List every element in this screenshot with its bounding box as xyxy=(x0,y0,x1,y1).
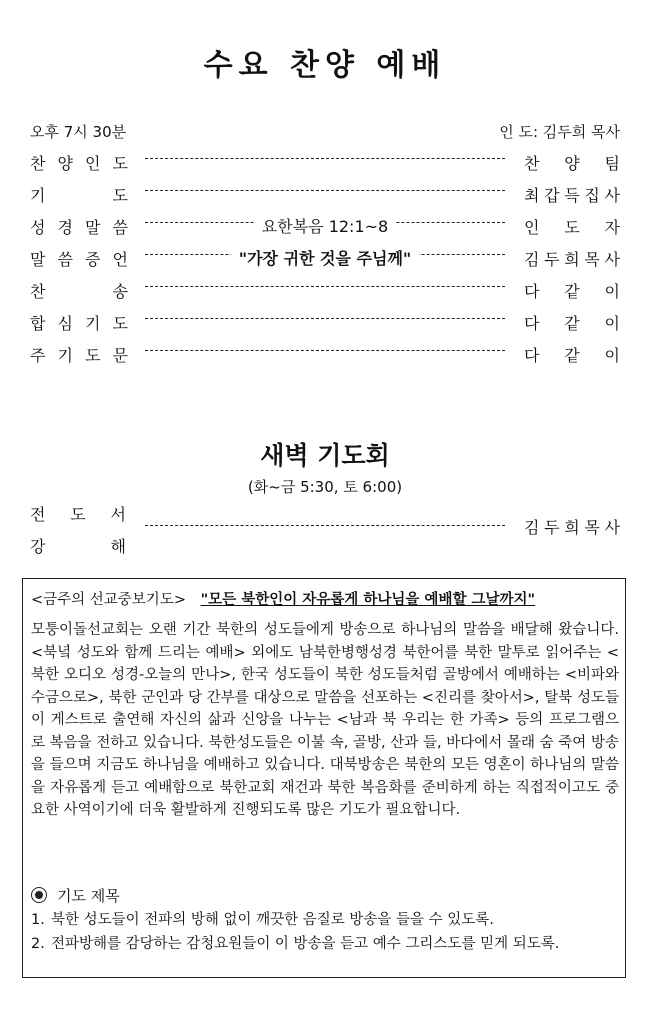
order-person-char: 두 xyxy=(544,250,560,269)
order-person xyxy=(524,311,620,334)
order-row xyxy=(30,340,620,372)
order-label-char: 말 xyxy=(30,250,46,269)
prayer-topics-title xyxy=(31,885,120,906)
order-label-char: 인 xyxy=(85,154,101,173)
order-person-char: 팀 xyxy=(604,154,620,173)
dawn-speaker-char: 희 xyxy=(564,518,580,537)
order-label-char: 기 xyxy=(85,314,101,333)
dawn-label-char: 전 xyxy=(30,505,46,524)
order-person xyxy=(524,151,620,174)
order-row xyxy=(30,276,620,308)
order-label-char: 도 xyxy=(112,314,128,333)
order-person-char: 도 xyxy=(564,218,580,237)
service-info xyxy=(30,121,620,143)
order-label-char: 주 xyxy=(30,346,46,365)
order-label xyxy=(30,343,128,366)
dawn-speaker-char: 두 xyxy=(544,518,560,537)
mission-header xyxy=(31,588,621,609)
dawn-divider xyxy=(145,525,505,526)
dawn-label-char: 해 xyxy=(110,537,126,556)
mission-body: 모퉁이돌선교회는 오랜 기간 북한의 성도들에게 방송으로 하나님의 말씀을 배달해 왔습니다. <북녘 성도와 함께 드리는 예배> 외에도 남북한병행성경 북한어를 북한 말투로 읽어주는 <북한 오디오 성경-오늘의 만나>, 한국 성도들이 북한 성도들처럼 골방에서 예배하는 <비파와 수금으로>, 북한 군인과 당 간부를 대상으로 말씀을 선포하는 <진리를 찾아서>, 탈북 성도들이 게스트로 출연해 자신의 삶과 신앙을 나누는 <남과 북 우리는 한 가족> 등의 프로그램으로 복음을 전하고 있습니다. 북한성도들은 이불 속, 골방, 산과 들, 바다에서 몰래 숨 죽여 방송을 들으며 지금도 하나님을 예배하고 있습니다. 대북방송은 북한의 모든 영혼이 하나님의 말씀을 자유롭게 듣고 예배함으로 북한교회 재건과 북한 복음화를 준비하게 하는 직접적이고도 중요한 사역이기에 더욱 활발하게 진행되도록 많은 기도가 필요합니다. xyxy=(31,622,619,818)
prayer-topics-list xyxy=(31,909,619,957)
order-label-char: 문 xyxy=(112,346,128,365)
order-person-char: 최 xyxy=(524,186,540,205)
order-label-char: 성 xyxy=(30,218,46,237)
order-divider xyxy=(145,318,505,319)
order-label xyxy=(30,183,128,206)
order-row xyxy=(30,244,620,276)
radio-bullet-icon xyxy=(31,887,47,903)
order-person-char: 다 xyxy=(524,314,540,333)
order-detail xyxy=(145,246,505,269)
dawn-label-char: 서 xyxy=(110,505,126,524)
order-label xyxy=(30,247,128,270)
order-label-char: 찬 xyxy=(30,154,46,173)
service-leader: 인 도: 김두희 목사 xyxy=(499,123,620,141)
order-person xyxy=(524,215,620,238)
order-label-char: 도 xyxy=(112,154,128,173)
order-divider xyxy=(145,350,505,351)
order-person-char: 같 xyxy=(564,282,580,301)
order-label-char: 송 xyxy=(112,282,128,301)
prayer-topic-number: 1. xyxy=(31,912,45,928)
prayer-topic-text: 북한 성도들이 전파의 방해 없이 깨끗한 음질로 방송을 들을 수 있도록. xyxy=(51,912,494,928)
service-time: 오후 7시 30분 xyxy=(30,123,127,141)
page-title: 수요 찬양 예배 xyxy=(203,48,447,83)
order-person-char: 득 xyxy=(564,186,580,205)
dawn-speaker-char: 목 xyxy=(584,518,600,537)
order-person-char: 인 xyxy=(524,218,540,237)
order-label-char: 찬 xyxy=(30,282,46,301)
dawn-prayer-title: 새벽 기도회 xyxy=(260,441,390,470)
order-person-char: 찬 xyxy=(524,154,540,173)
prayer-topic-item xyxy=(31,909,619,931)
order-label-char: 도 xyxy=(85,346,101,365)
order-label xyxy=(30,311,128,334)
order-label-char: 씀 xyxy=(112,218,128,237)
order-row xyxy=(30,308,620,340)
order-label-char: 양 xyxy=(57,154,73,173)
order-person-char: 목 xyxy=(584,250,600,269)
order-label-char: 언 xyxy=(112,250,128,269)
dawn-speaker-char: 김 xyxy=(524,518,540,537)
order-divider xyxy=(145,190,505,191)
order-person xyxy=(524,183,620,206)
dawn-label-book xyxy=(30,502,126,525)
prayer-topics-label: 기도 제목 xyxy=(57,887,120,905)
order-person-char: 사 xyxy=(604,186,620,205)
order-person-char: 김 xyxy=(524,250,540,269)
order-person-char: 이 xyxy=(604,282,620,301)
order-label xyxy=(30,215,128,238)
order-row xyxy=(30,212,620,244)
order-divider xyxy=(145,286,505,287)
order-row xyxy=(30,148,620,180)
prayer-topic-number: 2. xyxy=(31,936,45,952)
dawn-speaker-char: 사 xyxy=(604,518,620,537)
mission-headline: "모든 북한인이 자유롭게 하나님을 예배할 그날까지" xyxy=(200,592,536,608)
order-person-char: 이 xyxy=(604,346,620,365)
order-label-char: 경 xyxy=(57,218,73,237)
prayer-topic-item xyxy=(31,933,619,955)
order-detail xyxy=(145,214,505,237)
mission-box xyxy=(22,578,626,978)
order-person-char: 다 xyxy=(524,346,540,365)
order-person-char: 희 xyxy=(564,250,580,269)
dawn-label-char: 도 xyxy=(70,505,86,524)
order-detail-text: "가장 귀한 것을 주님께" xyxy=(231,249,420,268)
mission-heading: <금주의 선교중보기도> xyxy=(31,592,186,608)
order-person-char: 이 xyxy=(604,314,620,333)
order-person xyxy=(524,279,620,302)
order-person-char: 사 xyxy=(604,250,620,269)
order-person-char: 양 xyxy=(564,154,580,173)
order-label-char: 말 xyxy=(85,218,101,237)
order-row xyxy=(30,180,620,212)
order-person-char: 같 xyxy=(564,346,580,365)
order-person xyxy=(524,343,620,366)
order-label-char: 합 xyxy=(30,314,46,333)
order-label xyxy=(30,151,128,174)
order-label-char: 심 xyxy=(57,314,73,333)
prayer-topic-text: 전파방해를 감당하는 감청요원들이 이 방송을 듣고 예수 그리스도를 믿게 되도록. xyxy=(51,936,560,952)
order-detail-text: 요한복음 12:1~8 xyxy=(254,217,396,236)
order-label xyxy=(30,279,128,302)
dawn-prayer-time: (화~금 5:30, 토 6:00) xyxy=(247,478,403,496)
order-label-char: 씀 xyxy=(57,250,73,269)
order-label-char: 기 xyxy=(57,346,73,365)
dawn-label-lecture xyxy=(30,534,126,557)
order-person-char: 같 xyxy=(564,314,580,333)
order-person-char: 자 xyxy=(604,218,620,237)
dawn-label-char: 강 xyxy=(30,537,46,556)
order-divider xyxy=(145,158,505,159)
dawn-speaker xyxy=(524,515,620,538)
order-person-char: 갑 xyxy=(544,186,560,205)
order-person xyxy=(524,247,620,270)
order-person-char: 다 xyxy=(524,282,540,301)
order-of-worship xyxy=(30,148,620,372)
order-label-char: 기 xyxy=(30,186,46,205)
order-person-char: 집 xyxy=(584,186,600,205)
order-label-char: 증 xyxy=(85,250,101,269)
order-label-char: 도 xyxy=(112,186,128,205)
